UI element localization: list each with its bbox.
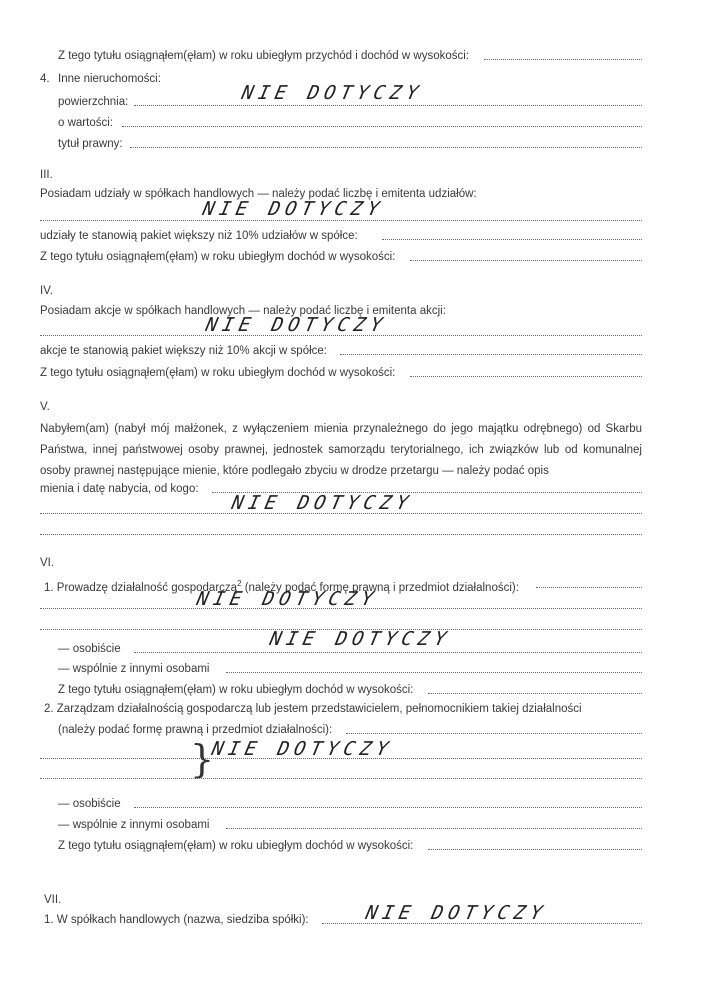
footnote-mark: 2 (237, 579, 242, 588)
fill-line (134, 805, 642, 808)
fill-line (40, 532, 642, 535)
fill-line (428, 691, 642, 694)
fill-line (410, 374, 642, 377)
fill-line (226, 826, 642, 829)
section-numeral: V. (40, 401, 50, 413)
fill-line (382, 237, 642, 240)
stocks-income-text: Z tego tytułu osiągnąłem(ęłam) w roku ubiegłym dochód w wysokości: (40, 367, 396, 379)
fill-line (134, 650, 642, 653)
handwritten-not-applicable: NIE DOTYCZY (194, 588, 381, 610)
value-label: o wartości: (58, 117, 113, 129)
handwritten-not-applicable: NIE DOTYCZY (363, 902, 550, 924)
handwritten-not-applicable: NIE DOTYCZY (229, 492, 416, 514)
item-number: 4. (40, 73, 50, 85)
business-activity-text: 1. Prowadzę działalność gospodarczą (44, 581, 238, 594)
stocks-package-text: akcje te stanowią pakiet większy niż 10% akcji w spółce: (40, 345, 327, 357)
handwritten-not-applicable: NIE DOTYCZY (267, 628, 454, 650)
section-numeral: VII. (44, 894, 62, 906)
other-property-label: Inne nieruchomości: (58, 73, 161, 85)
section-numeral: IV. (40, 285, 54, 297)
property-acquisition-last-line: mienia i datę nabycia, od kogo: (40, 483, 199, 495)
handwritten-not-applicable: NIE DOTYCZY (209, 738, 396, 760)
handwritten-not-applicable: NIE DOTYCZY (200, 198, 387, 220)
shares-income-text: Z tego tytułu osiągnąłem(ęłam) w roku ubiegłym dochód w wysokości: (40, 251, 396, 263)
jointly-label: — wspólnie z innymi osobami (58, 819, 210, 831)
fill-line (410, 258, 642, 261)
income-prev-year-text: Z tego tytułu osiągnąłem(ęłam) w roku ubiegłym przychód i dochód w wysokości: (58, 50, 469, 62)
legal-title-label: tytuł prawny: (58, 138, 123, 150)
management-income-text: Z tego tytułu osiągnąłem(ęłam) w roku ubiegłym dochód w wysokości: (58, 840, 414, 852)
fill-line (484, 57, 642, 60)
fill-line (536, 585, 642, 588)
shares-package-text: udziały te stanowią pakiet większy niż 10% udziałów w spółce: (40, 230, 358, 242)
value-fill-line (122, 124, 642, 127)
companies-label: 1. W spółkach handlowych (nazwa, siedziba spółki): (44, 914, 309, 926)
handwritten-not-applicable: NIE DOTYCZY (239, 82, 426, 104)
area-label: powierzchnia: (58, 96, 129, 108)
legal-title-fill-line (130, 145, 642, 148)
fill-line (40, 776, 642, 779)
property-acquisition-paragraph: Nabyłem(am) (nabył mój małżonek, z wyłączeniem mienia przynależnego do jego majątku odrębnego) od Skarbu Państwa, innej państwowej osoby prawnej, jednostek samorządu terytorialnego, ich związków lub od komunalnej osoby prawnej następujące mienie, które podlegało zbyciu w drodze przetargu — należy podać opis (40, 423, 642, 477)
fill-line (346, 731, 642, 734)
management-line-2: (należy podać formę prawną i przedmiot działalności): (58, 724, 333, 736)
shares-intro: Posiadam udziały w spółkach handlowych — należy podać liczbę i emitenta udziałów: (40, 188, 477, 200)
handwritten-not-applicable: NIE DOTYCZY (203, 314, 390, 336)
handwritten-bracket: } (190, 737, 215, 781)
personally-label: — osobiście (58, 643, 121, 655)
jointly-label: — wspólnie z innymi osobami (58, 663, 210, 675)
stocks-intro: Posiadam akcje w spółkach handlowych — należy podać liczbę i emitenta akcji: (40, 305, 446, 317)
fill-line (226, 670, 642, 673)
business-activity-rest: (należy podać formę prawną i przedmiot działalności): (241, 581, 519, 594)
personally-label: — osobiście (58, 798, 121, 810)
section-numeral: VI. (40, 557, 55, 569)
section-numeral: III. (40, 169, 53, 181)
fill-line (428, 847, 642, 850)
management-line-1: 2. Zarządzam działalnością gospodarczą lub jestem przedstawicielem, pełnomocnikiem takiej działalności (44, 703, 582, 715)
business-income-text: Z tego tytułu osiągnąłem(ęłam) w roku ubiegłym dochód w wysokości: (58, 684, 414, 696)
fill-line (340, 352, 642, 355)
